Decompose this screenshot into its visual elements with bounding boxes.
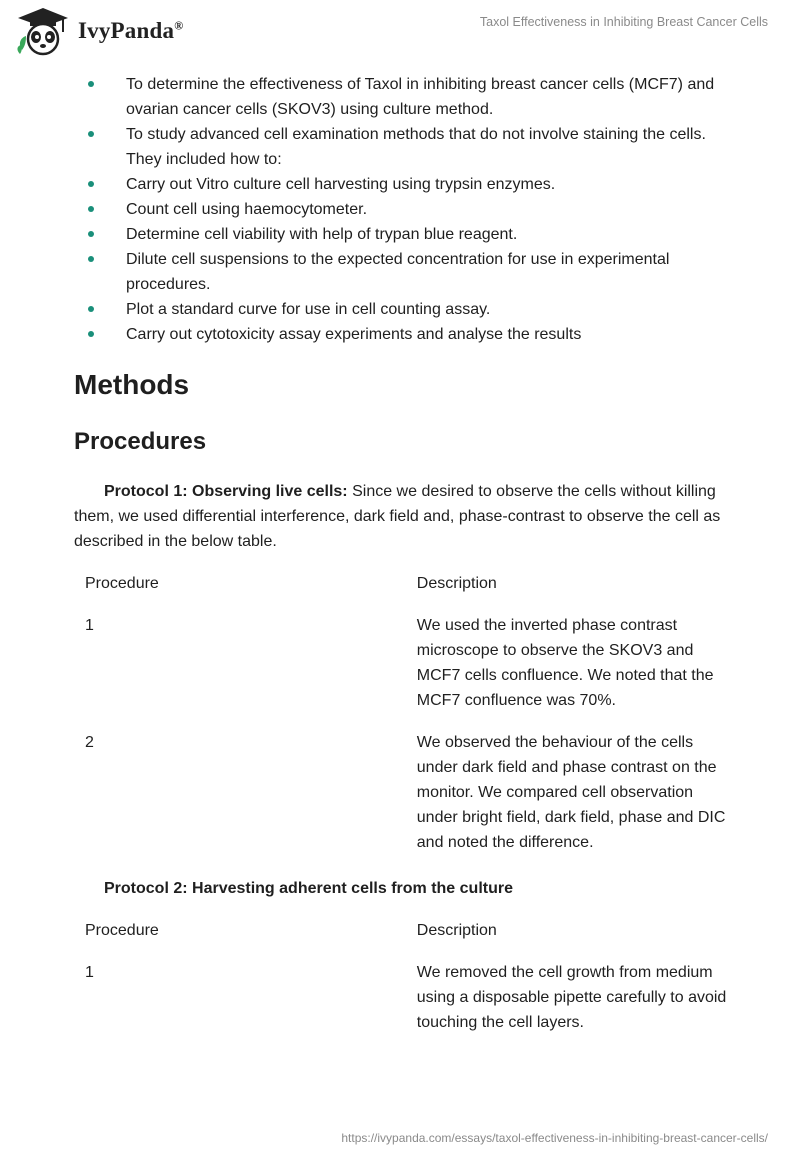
objectives-list [74,72,724,347]
list-item: Carry out Vitro culture cell harvesting using trypsin enzymes. [74,172,724,197]
procedure-number: 1 [85,964,94,981]
list-item: To determine the effectiveness of Taxol in inhibiting breast cancer cells (MCF7) and ovarian cancer cells (SKOV3) using culture method. [74,72,724,122]
table-row [74,960,734,1052]
table-row [74,613,734,730]
table-row [74,730,734,872]
protocol-1-title: Protocol 1: Observing live cells: [104,483,348,500]
methods-heading: Methods [74,369,190,400]
list-item: Plot a standard curve for use in cell counting assay. [74,297,724,322]
bullet-icon [88,306,94,312]
bullet-icon [88,181,94,187]
column-header-description: Description [416,922,497,939]
list-item: Determine cell viability with help of trypan blue reagent. [74,222,724,247]
protocol-1-paragraph [74,479,724,554]
bullet-icon [88,256,94,262]
table-header-row [74,571,734,613]
procedures-heading: Procedures [74,428,207,455]
document-title: Taxol Effectiveness in Inhibiting Breast Cancer Cells [479,15,768,29]
procedure-description: We observed the behaviour of the cells under dark field and phase contrast on the monitor. We compared cell observation under bright field, dark field, phase and DIC and noted the difference. [416,734,726,851]
ivypanda-logo[interactable] [16,6,183,56]
bullet-icon [88,131,94,137]
source-url[interactable]: https://ivypanda.com/essays/taxol-effectiveness-in-inhibiting-breast-cancer-cells/ [341,1131,768,1145]
column-header-description: Description [416,575,497,592]
procedure-description: We removed the cell growth from medium using a disposable pipette carefully to avoid touching the cell layers. [416,964,727,1031]
protocol-2-table [74,918,734,1052]
list-item: To study advanced cell examination methods that do not involve staining the cells. They included how to: [74,122,724,172]
list-item: Carry out cytotoxicity assay experiments and analyse the results [74,322,724,347]
procedure-description: We used the inverted phase contrast microscope to observe the SKOV3 and MCF7 cells confluence. We noted that the MCF7 confluence was 70%. [416,617,714,709]
list-item: Count cell using haemocytometer. [74,197,724,222]
panda-logo-icon [16,6,70,56]
protocol-1-table [74,571,734,872]
bullet-icon [88,206,94,212]
bullet-icon [88,81,94,87]
bullet-icon [88,231,94,237]
list-item: Dilute cell suspensions to the expected concentration for use in experimental procedures. [74,247,724,297]
protocol-1-text: Since we desired to observe the cells without killing them, we used differential interference, dark field and, phase-contrast to observe the cell as described in the below table. [74,483,721,550]
essay-content [74,72,727,1052]
column-header-procedure: Procedure [85,922,159,939]
protocol-2-title: Protocol 2: Harvesting adherent cells from the culture [104,880,513,897]
procedure-number: 2 [85,734,94,751]
procedure-number: 1 [85,617,94,634]
page-header [0,0,800,64]
table-header-row [74,918,734,960]
column-header-procedure: Procedure [85,575,159,592]
bullet-icon [88,331,94,337]
logo-text: IvyPanda® [78,18,184,43]
